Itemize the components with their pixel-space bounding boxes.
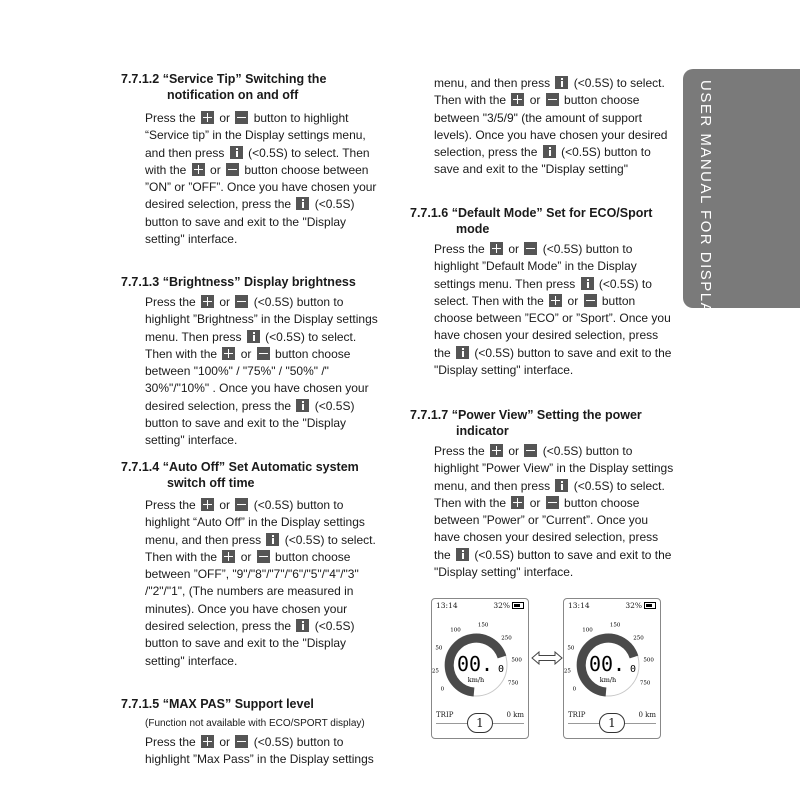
- plus-button-icon: [201, 295, 214, 308]
- plus-button-icon: [511, 496, 524, 509]
- plus-button-icon: [549, 294, 562, 307]
- gauge-scale-label: 750: [507, 680, 519, 687]
- gauge-scale-label: 0: [572, 686, 577, 693]
- minus-button-icon: [226, 163, 239, 176]
- section-brightness: [121, 274, 383, 450]
- minus-button-icon: [524, 242, 537, 255]
- battery-icon: [644, 602, 656, 609]
- section-body: Press the or (<0.5S) button to highlight ”Default Mode” in the Display settings menu. Then press (<0.5S) to select. Then with the or button choose between ”ECO” or ”Sport”. Once you have chosen your desired selection, press the (<0.5S) button to save and exit to the "Display setting" interface.: [434, 242, 672, 378]
- speed-gauge: [432, 613, 528, 711]
- plus-button-icon: [201, 111, 214, 124]
- assist-level: 1: [599, 713, 625, 733]
- info-button-icon: [543, 145, 556, 158]
- section-body: menu, and then press (<0.5S) to select. Then with the or button choose between "3/5/9" (the amount of support levels). Once you have chosen your desired selection, press the (<0.5S) button to save and exit to the "Display setting": [434, 76, 668, 177]
- minus-button-icon: [235, 295, 248, 308]
- gauge-scale-label: 250: [501, 635, 512, 642]
- gauge-scale-label: 25: [432, 668, 439, 675]
- section-body: Press the or (<0.5S) button to highlight “Auto Off” in the Display settings menu, and then press (<0.5S) to select. Then with the or button choose between ”OFF”, "9"/"8"/"7"/"6"/"5"/"4"/"3" /"2"/"1", (The numbers are measured in minutes). Once you have chosen your desired selection, press the (<0.5S) button to save and exit to the "Display setting" interface.: [145, 498, 376, 668]
- section-note: (Function not available with ECO/SPORT display): [145, 718, 365, 729]
- gauge-scale-label: 0: [440, 686, 445, 693]
- battery-percent: 32%: [493, 601, 510, 610]
- section-heading: 7.7.1.4 “Auto Off” Set Automatic system switch off time: [121, 460, 359, 490]
- gauge-scale-label: 25: [564, 668, 571, 675]
- gauge-scale-label: 500: [511, 657, 522, 664]
- section-service-tip: [121, 71, 383, 248]
- speed-gauge: [564, 613, 660, 711]
- trip-label: TRIP: [568, 711, 586, 719]
- info-button-icon: [555, 479, 568, 492]
- gauge-scale-label: 50: [435, 645, 443, 652]
- info-button-icon: [296, 399, 309, 412]
- section-max-pas-continued: [410, 75, 675, 179]
- minus-button-icon: [257, 550, 270, 563]
- section-heading: 7.7.1.6 “Default Mode” Set for ECO/Sport mode: [410, 206, 653, 236]
- plus-button-icon: [222, 550, 235, 563]
- plus-button-icon: [222, 347, 235, 360]
- info-button-icon: [456, 548, 469, 561]
- minus-button-icon: [546, 496, 559, 509]
- minus-button-icon: [235, 111, 248, 124]
- section-auto-off: [121, 459, 383, 670]
- section-max-pas: [121, 696, 383, 769]
- trip-distance: 0 km: [638, 711, 656, 719]
- section-body: Press the or (<0.5S) button to highlight ”Brightness” in the Display settings menu. Then press (<0.5S) to select. Then with the or button choose between "100%" / "75%" / "50%" /" 30%"/"10%" . Once you have chosen your desired selection, press the (<0.5S) button to save and exit to the "Display setting" interface.: [145, 295, 378, 448]
- minus-button-icon: [524, 444, 537, 457]
- section-body: Press the or button to highlight “Service tip” in the Display settings menu, and then press (<0.5S) to select. Then with the or button choose between ”ON” or ”OFF”. Once you have chosen your desired selection, press the (<0.5S) button to save and exit to the "Display setting" interface.: [145, 111, 377, 247]
- info-button-icon: [296, 619, 309, 632]
- display-screen-left: [431, 598, 529, 739]
- gauge-scale-label: 150: [609, 622, 621, 629]
- section-heading: 7.7.1.5 “MAX PAS” Support level: [121, 697, 314, 711]
- gauge-scale-label: 50: [567, 645, 575, 652]
- plus-button-icon: [201, 735, 214, 748]
- section-heading: 7.7.1.7 “Power View” Setting the power indicator: [410, 408, 642, 438]
- display-screen-right: [563, 598, 661, 739]
- gauge-scale-label: 100: [450, 627, 461, 634]
- gauge-scale-label: 150: [477, 622, 489, 629]
- speed-decimal: 0: [498, 664, 505, 675]
- minus-button-icon: [584, 294, 597, 307]
- speed-readout: 00.: [456, 652, 494, 676]
- gauge-scale-label: 500: [643, 657, 654, 664]
- minus-button-icon: [257, 347, 270, 360]
- side-tab-label: USER MANUAL FOR DISPLAY: [697, 80, 714, 325]
- double-arrow-icon: [531, 651, 563, 665]
- minus-button-icon: [235, 735, 248, 748]
- info-button-icon: [230, 146, 243, 159]
- speed-unit: km/h: [467, 676, 485, 684]
- clock-readout: 13:14: [436, 601, 458, 610]
- info-button-icon: [581, 277, 594, 290]
- gauge-scale-label: 100: [582, 627, 593, 634]
- trip-label: TRIP: [436, 711, 454, 719]
- battery-percent: 32%: [625, 601, 642, 610]
- battery-icon: [512, 602, 524, 609]
- speed-readout: 00.: [588, 652, 626, 676]
- speed-decimal: 0: [630, 664, 637, 675]
- minus-button-icon: [235, 498, 248, 511]
- section-power-view: [410, 407, 675, 581]
- speed-unit: km/h: [599, 676, 617, 684]
- section-heading: 7.7.1.2 “Service Tip” Switching the notification on and off: [121, 72, 327, 102]
- minus-button-icon: [546, 93, 559, 106]
- info-button-icon: [296, 197, 309, 210]
- section-heading: 7.7.1.3 “Brightness” Display brightness: [121, 275, 356, 289]
- trip-distance: 0 km: [506, 711, 524, 719]
- gauge-scale-label: 250: [633, 635, 644, 642]
- plus-button-icon: [192, 163, 205, 176]
- assist-level: 1: [467, 713, 493, 733]
- plus-button-icon: [511, 93, 524, 106]
- section-body: Press the or (<0.5S) button to highlight ”Max Pass” in the Display settings: [145, 735, 374, 767]
- info-button-icon: [555, 76, 568, 89]
- plus-button-icon: [490, 242, 503, 255]
- plus-button-icon: [201, 498, 214, 511]
- clock-readout: 13:14: [568, 601, 590, 610]
- section-default-mode: [410, 205, 675, 379]
- info-button-icon: [247, 330, 260, 343]
- gauge-scale-label: 750: [639, 680, 651, 687]
- info-button-icon: [266, 533, 279, 546]
- section-body: Press the or (<0.5S) button to highlight ”Power View” in the Display settings menu, and then press (<0.5S) to select. Then with the or button choose between ”Power” or ”Current”. Once you have chosen your desired selection, press the (<0.5S) button to save and exit to the "Display setting" interface.: [434, 444, 674, 580]
- plus-button-icon: [490, 444, 503, 457]
- info-button-icon: [456, 346, 469, 359]
